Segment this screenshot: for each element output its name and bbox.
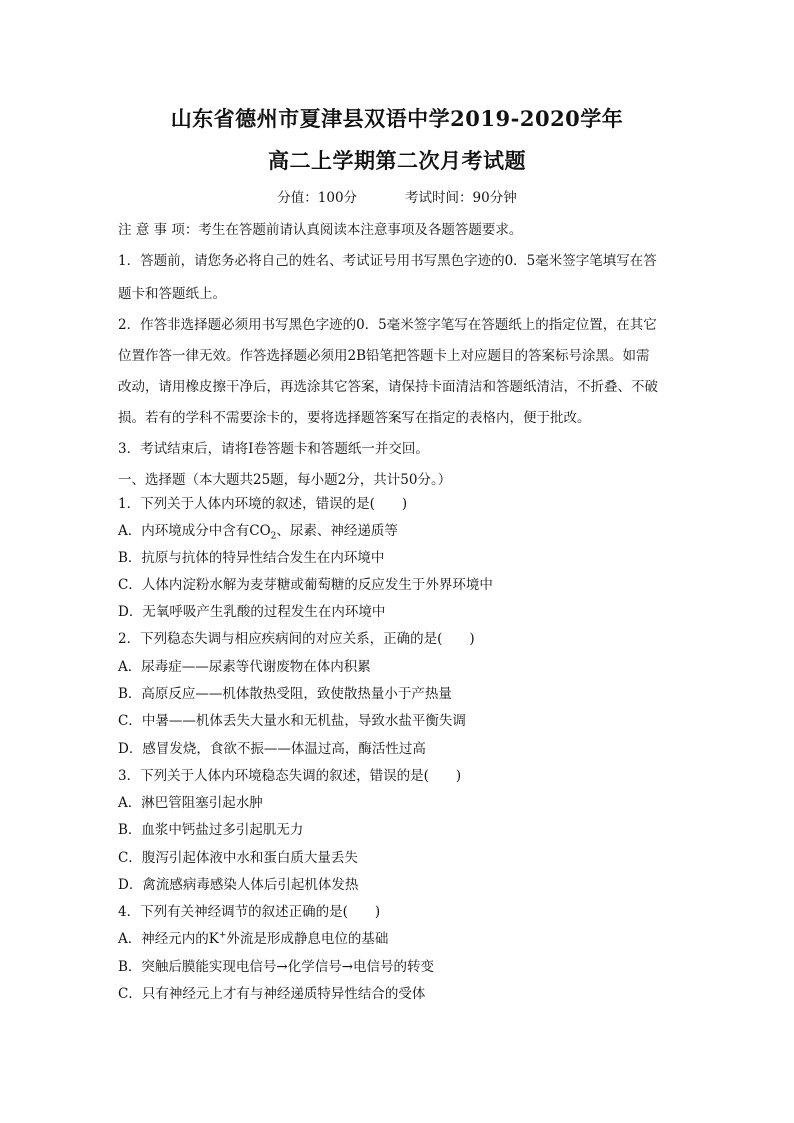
question-3-option-b: B．血浆中钙盐过多引起肌无力	[118, 822, 304, 838]
question-1-option-a: A．内环境成分中含有$CO_2$、尿素、神经递质等	[118, 523, 398, 542]
notice-item2-line2: 位置作答一律无效。作答选择题必须用2B铅笔把答题卡上对应题目的答案标号涂黑。如需	[118, 348, 650, 364]
notice-item2-line1: 2．作答非选择题必须用书写黑色字迹的0．5毫米签字笔写在答题纸上的指定位置，在其它	[118, 317, 657, 333]
notice-item2-line4: 损。若有的学科不需要涂卡的，要将选择题答案写在指定的表格内，便于批改。	[118, 410, 591, 426]
section-heading: 一、选择题（本大题共25题，每小题2分，共计50分。）	[118, 472, 452, 488]
notice-item3: 3．考试结束后，请将Ⅰ卷答题卡和答题纸一并交回。	[118, 441, 429, 457]
time-label: 考试时间：90分钟	[405, 190, 517, 206]
question-1-option-c: C．人体内淀粉水解为麦芽糖或葡萄糖的反应发生于外界环境中	[118, 577, 493, 593]
question-2-option-a: A．尿毒症——尿素等代谢废物在体内积累	[118, 659, 371, 675]
question-3: 3．下列关于人体内环境稳态失调的叙述，错误的是( )	[118, 768, 462, 784]
exam-title-line2: 高二上学期第二次月考试题	[268, 148, 526, 173]
question-3-option-d: D．禽流感病毒感染人体后引起机体发热	[118, 877, 359, 893]
question-4-option-a: A．神经元内的K+外流是形成静息电位的基础	[118, 930, 389, 947]
question-3-option-a: A．淋巴管阻塞引起水肿	[118, 795, 263, 811]
exam-title-line1: 山东省德州市夏津县双语中学2019-2020学年	[170, 106, 624, 131]
question-4-option-b: B．突触后膜能实现电信号→化学信号→电信号的转变	[118, 959, 435, 975]
question-1-option-d: D．无氧呼吸产生乳酸的过程发生在内环境中	[118, 604, 386, 620]
question-1: 1．下列关于人体内环境的叙述，错误的是( )	[118, 496, 408, 512]
question-2: 2．下列稳态失调与相应疾病间的对应关系，正确的是( )	[118, 631, 475, 647]
notice-item2-line3: 改动，请用橡皮擦干净后，再选涂其它答案，请保持卡面清洁和答题纸清洁，不折叠、不破	[118, 379, 658, 395]
notice-heading: 注 意 事 项：考生在答题前请认真阅读本注意事项及各题答题要求。	[118, 222, 523, 238]
question-3-option-c: C．腹泻引起体液中水和蛋白质大量丢失	[118, 850, 358, 866]
score-label: 分值：100分	[277, 190, 358, 206]
notice-item1-line2: 题卡和答题纸上。	[118, 286, 226, 302]
exam-meta	[0, 186, 794, 206]
question-2-option-b: B．高原反应——机体散热受阻，致使散热量小于产热量	[118, 686, 452, 702]
question-4-option-c: C．只有神经元上才有与神经递质特异性结合的受体	[118, 986, 426, 1002]
question-2-option-c: C．中暑——机体丢失大量水和无机盐，导致水盐平衡失调	[118, 713, 466, 729]
question-2-option-d: D．感冒发烧，食欲不振——体温过高，酶活性过高	[118, 741, 426, 757]
question-1-option-b: B．抗原与抗体的特异性结合发生在内环境中	[118, 550, 385, 566]
question-4: 4．下列有关神经调节的叙述正确的是( )	[118, 904, 381, 920]
notice-item1-line1: 1．答题前，请您务必将自己的姓名、考试证号用书写黑色字迹的0．5毫米签字笔填写在答	[118, 253, 657, 269]
